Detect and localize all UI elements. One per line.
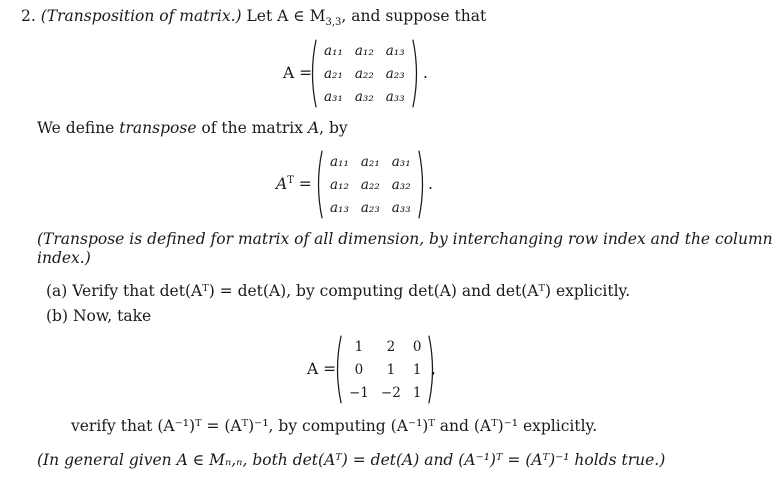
- matrix-at-cell: a₁₁: [330, 153, 349, 170]
- matrix-a-trail: .: [423, 64, 428, 82]
- matrix-a-cell: a₂₁: [324, 65, 343, 82]
- define-line: [37, 118, 348, 138]
- define-pre: We define: [37, 119, 120, 137]
- matrix-b-row: [343, 335, 427, 358]
- problem-intro-sub: 3,3: [325, 17, 342, 29]
- matrix-a-cell: a₁₃: [385, 42, 405, 59]
- matrix-b-cell: 0: [354, 361, 364, 378]
- general-note: (In general given A ∈ Mₙ,ₙ, both det(Aᵀ) = det(A) and (A⁻¹)ᵀ = (Aᵀ)⁻¹ holds true.): [37, 451, 666, 469]
- matrix-a-cell: a₁₁: [324, 42, 343, 59]
- matrix-at-cell: a₂₁: [360, 153, 380, 170]
- part-a: [46, 281, 630, 301]
- matrix-at-row: [324, 150, 417, 173]
- right-paren-icon: [418, 150, 427, 219]
- matrix-a-cell: a₂₃: [385, 65, 405, 82]
- matrix-a-cell: a₃₃: [385, 88, 405, 105]
- matrix-at-cell: a₂₃: [360, 199, 380, 216]
- matrix-b-row: [343, 381, 427, 404]
- matrix-b-cell: 1: [412, 384, 422, 401]
- matrix-b-trail: ,: [431, 360, 436, 378]
- right-paren-icon: [412, 39, 421, 108]
- matrix-at-cell: a₃₂: [391, 176, 411, 193]
- problem-intro-tail: , and suppose that: [341, 7, 487, 25]
- note-line-1: (Transpose is defined for matrix of all dimension, by interchanging row index and the column: [37, 230, 773, 248]
- left-paren-icon: [308, 39, 317, 108]
- matrix-a-cell: a₁₂: [354, 42, 374, 59]
- matrix-b-cell: 0: [412, 338, 422, 355]
- matrix-b-cell: 1: [386, 361, 396, 378]
- matrix-at-cell: a₂₂: [360, 176, 380, 193]
- matrix-at-cell: a₃₁: [391, 153, 411, 170]
- matrix-a-lhs: A =: [283, 64, 313, 82]
- matrix-a-cell: a₃₁: [324, 88, 343, 105]
- matrix-b-lhs: A =: [307, 360, 337, 378]
- left-paren-icon: [314, 150, 323, 219]
- matrix-b: [333, 335, 437, 404]
- define-post: of the matrix: [196, 119, 308, 137]
- matrix-at-cell: a₃₃: [391, 199, 411, 216]
- matrix-a-row: [318, 85, 411, 108]
- matrix-a-row: [318, 62, 411, 85]
- matrix-b-cell: 1: [412, 361, 422, 378]
- matrix-a-row: [318, 39, 411, 62]
- matrix-b-cell: −2: [380, 384, 401, 401]
- matrix-at-cell: a₁₂: [330, 176, 349, 193]
- part-a-text: Verify that det(Aᵀ) = det(A), by computing det(A) and det(Aᵀ) explicitly.: [72, 282, 631, 300]
- define-tail: , by: [319, 119, 348, 137]
- define-term: transpose: [119, 119, 197, 137]
- matrix-a-cell: a₂₂: [354, 65, 374, 82]
- left-paren-icon: [333, 335, 342, 404]
- part-b-label: (b): [46, 307, 69, 325]
- problem-number: 2.: [21, 7, 36, 25]
- problem-header: [21, 6, 487, 29]
- problem-intro: Let A ∈ M: [246, 7, 326, 25]
- matrix-a: [308, 39, 421, 108]
- matrix-b-cell: 1: [354, 338, 364, 355]
- matrix-at-row: [324, 173, 417, 196]
- matrix-b-row: [343, 358, 427, 381]
- problem-title: (Transposition of matrix.): [40, 7, 242, 25]
- note-line-2: index.): [37, 249, 91, 267]
- matrix-b-cell: −1: [349, 384, 369, 401]
- matrix-b-cell: 2: [386, 338, 396, 355]
- matrix-at-cell: a₁₃: [330, 199, 349, 216]
- part-a-label: (a): [46, 282, 68, 300]
- verify-line: verify that (A⁻¹)ᵀ = (Aᵀ)⁻¹, by computing (A⁻¹)ᵀ and (Aᵀ)⁻¹ explicitly.: [71, 417, 598, 435]
- matrix-at-trail: .: [428, 175, 433, 193]
- define-var: A: [307, 119, 320, 137]
- matrix-a-cell: a₃₂: [354, 88, 374, 105]
- matrix-at: [314, 150, 427, 219]
- matrix-at-row: [324, 196, 417, 219]
- part-b: [46, 306, 151, 326]
- part-b-text: Now, take: [72, 307, 152, 325]
- matrix-at-lhs: $A^T$ =: [276, 174, 312, 193]
